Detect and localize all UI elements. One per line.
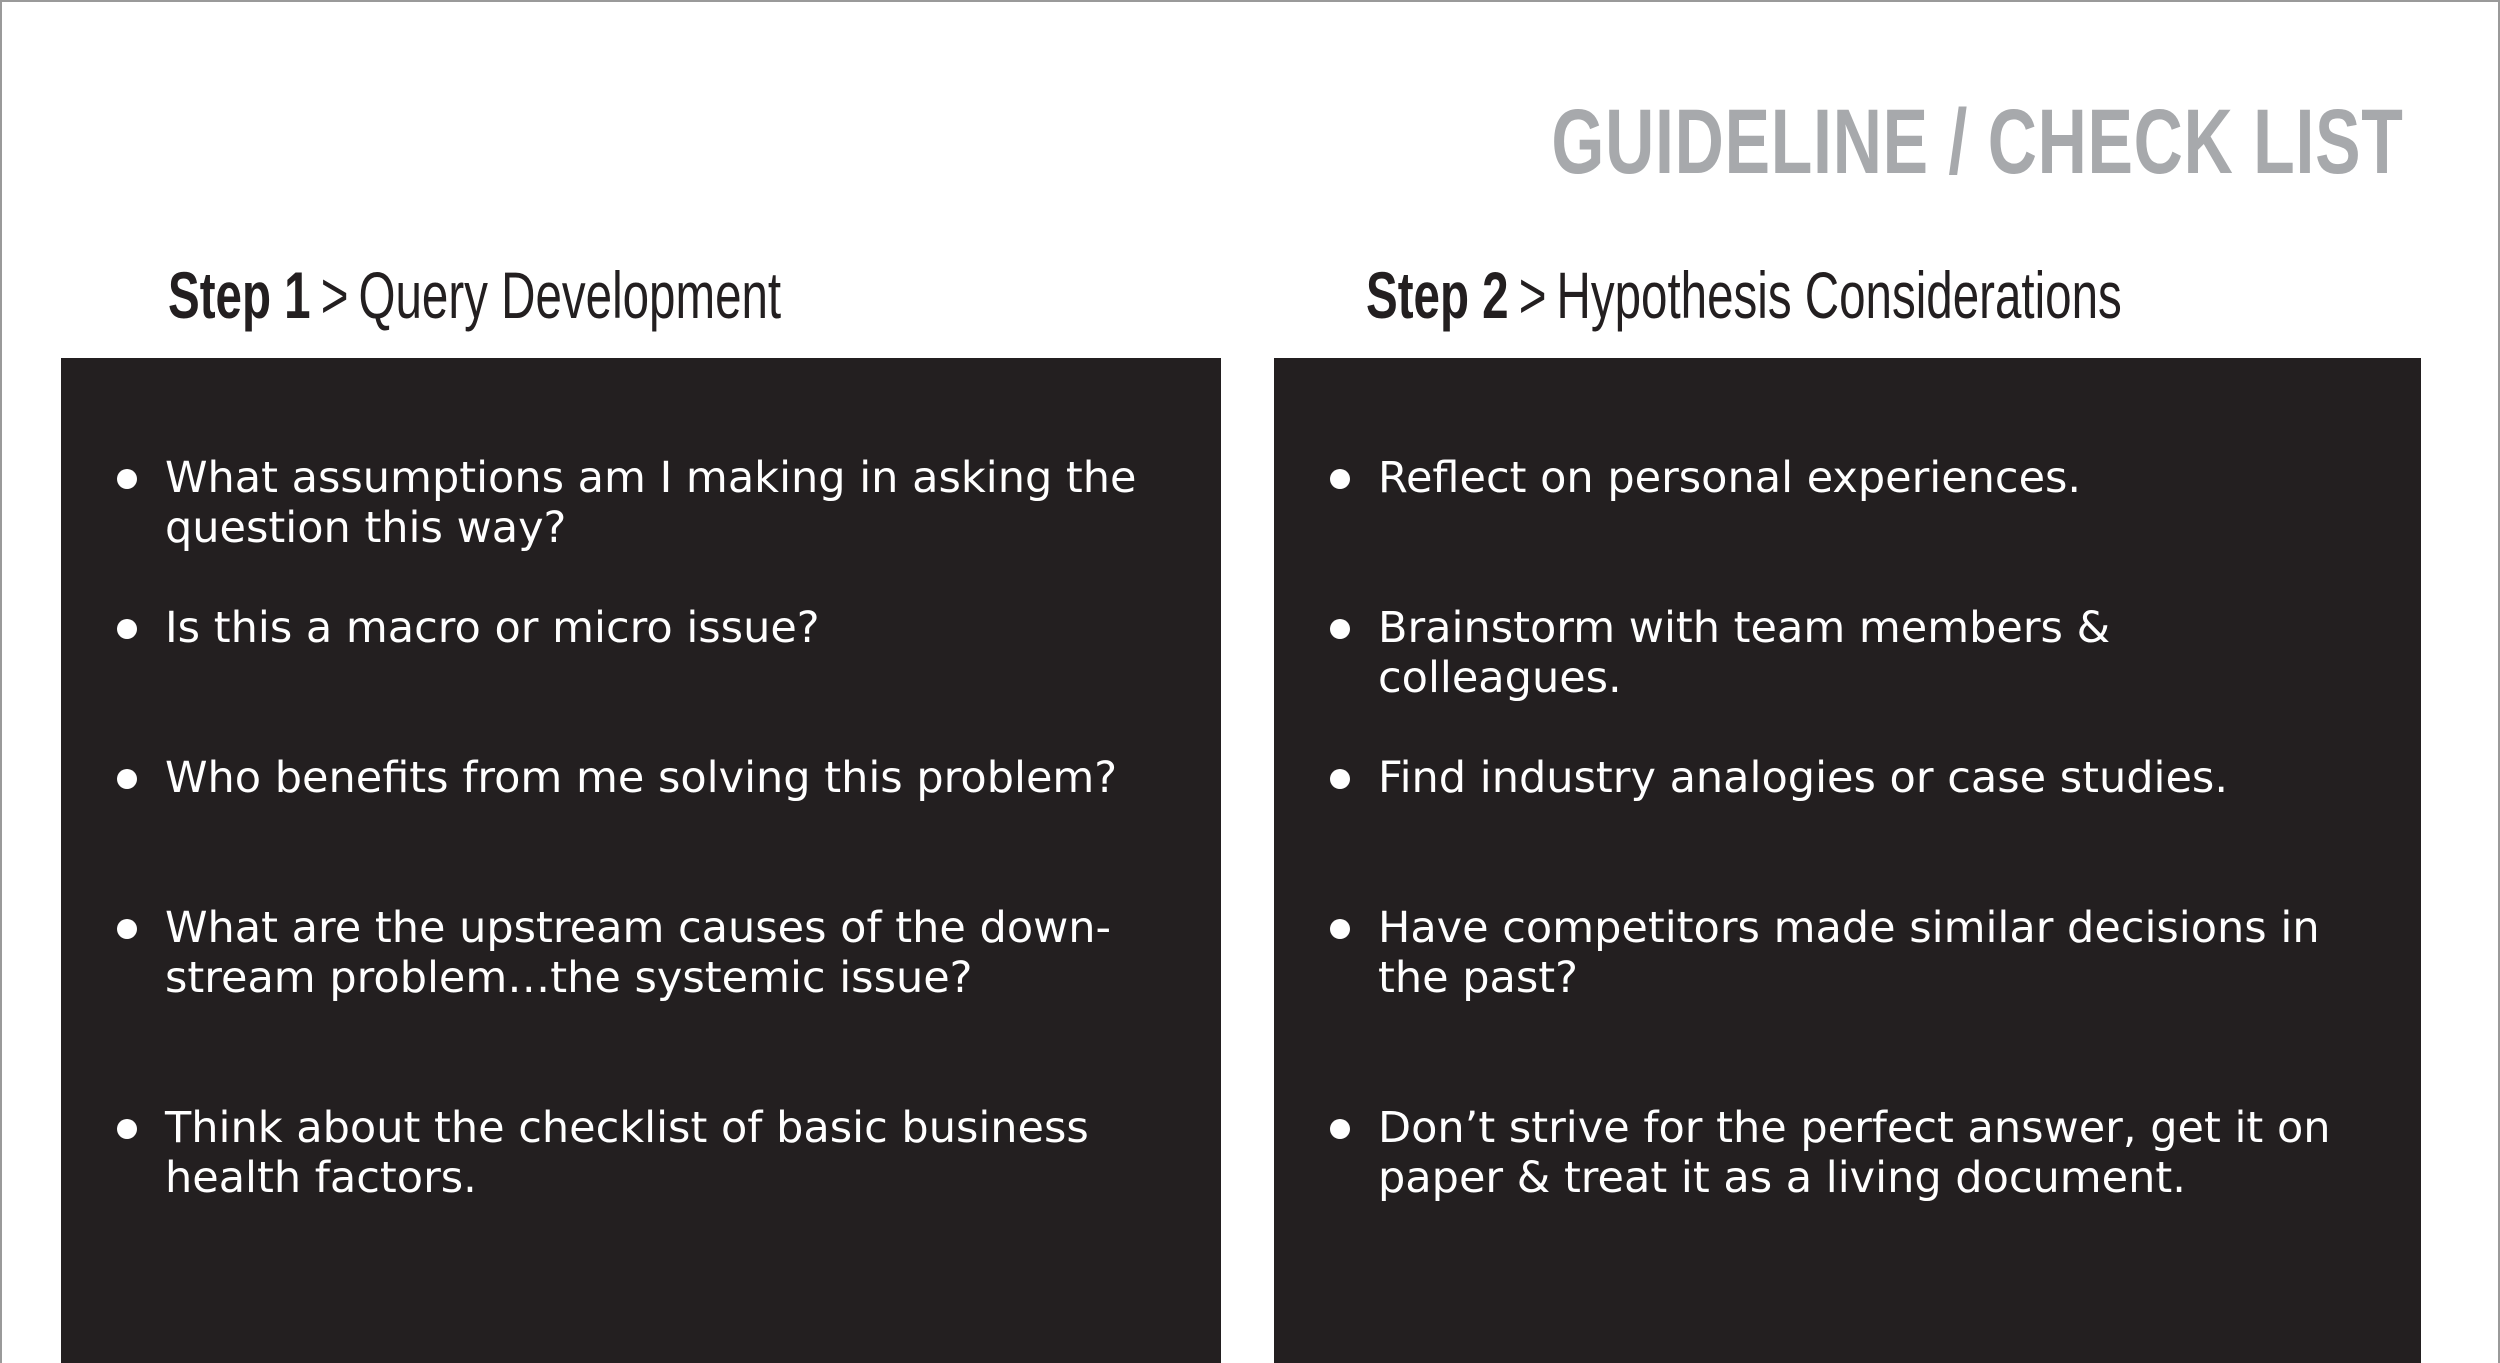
bullet-icon [117,919,137,939]
list-item [1378,753,2361,803]
list-item [165,603,1161,653]
step-1-separator: > [320,258,349,332]
step-1-panel [61,358,1221,1363]
list-item [1378,603,2361,703]
list-item [165,1103,1161,1203]
step-1-topic: Query Development [358,258,782,332]
bullet-icon [1330,769,1350,789]
list-item-text: Don’t strive for the perfect answer, get it on paper & treat it as a living document. [1378,1103,2331,1203]
list-item-text: What assumptions am I making in asking the question this way? [165,453,1137,553]
bullet-icon [1330,469,1350,489]
bullet-icon [1330,1119,1350,1139]
list-item-text: Who benefits from me solving this problem? [165,753,1118,803]
bullet-icon [117,469,137,489]
list-item-text: Think about the checklist of basic business health factors. [165,1103,1089,1203]
list-item [165,903,1161,1003]
list-item-text: Brainstorm with team members & colleagues. [1378,603,2111,703]
step-2-panel [1274,358,2421,1363]
list-item-text: Find industry analogies or case studies. [1378,753,2229,803]
list-item-text: What are the upstream causes of the down-stream problem…the systemic issue? [165,903,1112,1003]
bullet-icon [1330,619,1350,639]
page-title: GUIDELINE / CHECK LIST [1551,91,2404,193]
bullet-icon [1330,919,1350,939]
list-item [165,453,1161,553]
bullet-icon [117,619,137,639]
step-2-separator: > [1518,258,1547,332]
list-item-text: Have competitors made similar decisions in the past? [1378,903,2320,1003]
list-item [1378,453,2361,503]
list-item [1378,1103,2361,1203]
list-item-text: Is this a macro or micro issue? [165,603,820,653]
bullet-icon [117,1119,137,1139]
bullet-icon [117,769,137,789]
list-item [1378,903,2361,1003]
list-item [165,753,1161,803]
step-2-label: Step 2 [1366,258,1509,332]
step-2-topic: Hypothesis Considerations [1556,258,2122,332]
list-item-text: Reflect on personal experiences. [1378,453,2082,503]
step-1-label: Step 1 [168,258,311,332]
step-2-heading [1366,258,2122,332]
step-1-heading [168,258,782,332]
